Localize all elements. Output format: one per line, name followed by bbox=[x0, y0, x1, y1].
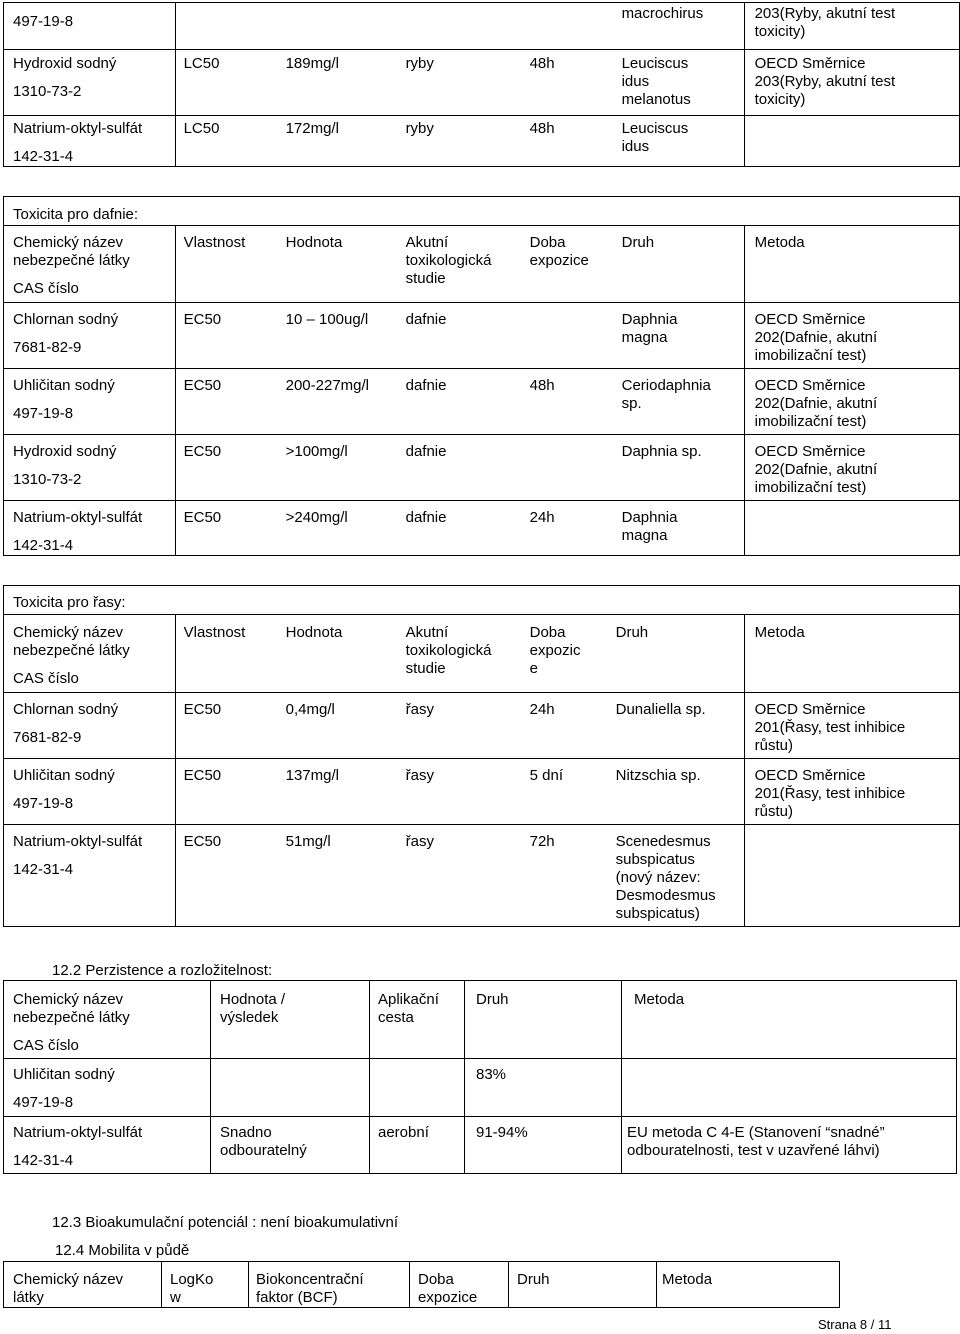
value-cell: 0,4mg/l bbox=[285, 701, 335, 718]
method-cell bbox=[622, 1059, 956, 1066]
column-header-species: Druh bbox=[615, 624, 649, 641]
property-cell: EC50 bbox=[183, 509, 222, 526]
column-header-method: Metoda bbox=[662, 1271, 713, 1288]
column-header-method: Metoda bbox=[754, 624, 805, 641]
table-row bbox=[4, 116, 960, 167]
property-cell: LC50 bbox=[183, 55, 220, 72]
property-cell: EC50 bbox=[183, 377, 222, 394]
route-cell bbox=[370, 1059, 464, 1066]
column-header-species: Druh bbox=[517, 1271, 550, 1288]
table-row bbox=[4, 825, 960, 927]
cas-number: 497-19-8 bbox=[13, 795, 74, 812]
column-header-bcf: Biokoncentrační faktor (BCF) bbox=[256, 1271, 364, 1306]
substance-name: Uhličitan sodný bbox=[13, 767, 115, 784]
duration-cell: 24h bbox=[529, 509, 555, 526]
table-row bbox=[4, 759, 960, 825]
species-cell: Scenedesmus subspicatus (nový název: Desmodesmus subspicatus) bbox=[615, 833, 716, 922]
section-title: Toxicita pro dafnie: bbox=[13, 206, 139, 223]
species-cell: Leuciscus idus melanotus bbox=[621, 55, 691, 108]
property-cell: EC50 bbox=[183, 833, 222, 850]
column-header-logkow: LogKo w bbox=[170, 1271, 214, 1306]
species-cell: Dunaliella sp. bbox=[615, 701, 706, 718]
column-header-route: Aplikační cesta bbox=[378, 991, 439, 1026]
property-cell: EC50 bbox=[183, 443, 222, 460]
species-cell: Ceriodaphnia sp. bbox=[621, 377, 711, 412]
species-cell: Daphnia magna bbox=[621, 509, 678, 544]
substance-name: Natrium-oktyl-sulfát bbox=[13, 509, 143, 526]
column-header-study: Akutní toxikologická studie bbox=[405, 624, 492, 677]
table-row bbox=[4, 369, 960, 435]
species-cell: Daphnia magna bbox=[621, 311, 678, 346]
value-cell: 10 – 100ug/l bbox=[285, 311, 369, 328]
mobility-table bbox=[3, 1261, 840, 1308]
cas-number: 7681-82-9 bbox=[13, 339, 82, 356]
column-header-cas: CAS číslo bbox=[13, 670, 79, 687]
substance-name: Uhličitan sodný bbox=[13, 1066, 115, 1083]
table-header-row bbox=[4, 226, 960, 303]
mobility-heading: 12.4 Mobilita v půdě bbox=[55, 1242, 190, 1259]
value-cell: 172mg/l bbox=[285, 120, 339, 137]
persistence-heading: 12.2 Perzistence a rozložitelnost: bbox=[52, 962, 273, 979]
cas-number: 142-31-4 bbox=[13, 537, 74, 554]
page-number: Strana 8 / 11 bbox=[818, 1317, 892, 1332]
method-cell: 203(Ryby, akutní test toxicity) bbox=[754, 5, 896, 40]
cas-number: 7681-82-9 bbox=[13, 729, 82, 746]
species-cell: Nitzschia sp. bbox=[615, 767, 701, 784]
section-title-row bbox=[4, 197, 960, 226]
method-cell: EU metoda C 4-E (Stanovení “snadné” odbouratelnosti, test v uzavřené láhvi) bbox=[627, 1124, 885, 1159]
duration-cell: 48h bbox=[529, 377, 555, 394]
property-cell: LC50 bbox=[183, 120, 220, 137]
method-cell bbox=[745, 825, 959, 833]
persistence-table bbox=[3, 980, 957, 1174]
column-header-method: Metoda bbox=[634, 991, 685, 1008]
bioaccumulation-text: 12.3 Bioakumulační potenciál : není bioakumulativní bbox=[52, 1214, 399, 1231]
table-row bbox=[4, 693, 960, 759]
study-cell: ryby bbox=[405, 120, 434, 137]
value-cell: 200-227mg/l bbox=[285, 377, 369, 394]
method-cell bbox=[745, 116, 959, 120]
column-header-duration: Doba expozice bbox=[529, 234, 589, 269]
cas-number: 1310-73-2 bbox=[13, 471, 82, 488]
study-cell: řasy bbox=[405, 701, 434, 718]
table-header-row bbox=[4, 1262, 840, 1308]
table-header-row bbox=[4, 981, 957, 1059]
column-header-name: Chemický název nebezpečné látky bbox=[13, 234, 130, 269]
daphnia-toxicity-section bbox=[3, 196, 960, 556]
cas-number: 497-19-8 bbox=[13, 13, 74, 30]
study-cell: dafnie bbox=[405, 509, 447, 526]
cas-number: 497-19-8 bbox=[13, 1094, 74, 1111]
method-cell: OECD Směrnice 201(Řasy, test inhibice růstu) bbox=[754, 701, 906, 754]
method-cell bbox=[745, 501, 959, 509]
route-cell: aerobní bbox=[378, 1124, 429, 1141]
table-row bbox=[4, 3, 960, 50]
property-cell: EC50 bbox=[183, 701, 222, 718]
substance-name: Natrium-oktyl-sulfát bbox=[13, 833, 143, 850]
substance-name: Natrium-oktyl-sulfát bbox=[13, 120, 143, 137]
study-cell: dafnie bbox=[405, 311, 447, 328]
cas-number: 142-31-4 bbox=[13, 861, 74, 878]
duration-cell: 48h bbox=[529, 55, 555, 72]
degradation-cell: 91-94% bbox=[476, 1124, 528, 1141]
species-cell: macrochirus bbox=[621, 5, 704, 22]
duration-cell: 5 dní bbox=[529, 767, 563, 784]
species-cell: Leuciscus idus bbox=[621, 120, 689, 155]
study-cell: ryby bbox=[405, 55, 434, 72]
column-header-name: Chemický název látky bbox=[13, 1271, 124, 1306]
study-cell: řasy bbox=[405, 767, 434, 784]
duration-cell: 48h bbox=[529, 120, 555, 137]
result-cell bbox=[211, 1059, 369, 1066]
value-cell: 51mg/l bbox=[285, 833, 331, 850]
table-row bbox=[4, 1059, 957, 1117]
column-header-name: Chemický název nebezpečné látky bbox=[13, 991, 130, 1026]
table-row bbox=[4, 501, 960, 556]
cas-number: 497-19-8 bbox=[13, 405, 74, 422]
method-cell: OECD Směrnice 201(Řasy, test inhibice růstu) bbox=[754, 767, 906, 820]
method-cell: OECD Směrnice 202(Dafnie, akutní imobilizační test) bbox=[754, 377, 878, 430]
column-header-result: Hodnota / výsledek bbox=[220, 991, 286, 1026]
cas-number: 142-31-4 bbox=[13, 1152, 74, 1169]
method-cell: OECD Směrnice 202(Dafnie, akutní imobilizační test) bbox=[754, 443, 878, 496]
table-row bbox=[4, 435, 960, 501]
study-cell: dafnie bbox=[405, 443, 447, 460]
section-title-row bbox=[4, 586, 960, 615]
value-cell: >240mg/l bbox=[285, 509, 348, 526]
column-header-study: Akutní toxikologická studie bbox=[405, 234, 492, 287]
substance-name: Hydroxid sodný bbox=[13, 55, 117, 72]
duration-cell bbox=[530, 311, 622, 347]
species-cell: Daphnia sp. bbox=[621, 443, 702, 460]
table-row bbox=[4, 50, 960, 116]
duration-cell: 72h bbox=[529, 833, 555, 850]
substance-name: Natrium-oktyl-sulfát bbox=[13, 1124, 143, 1141]
column-header-method: Metoda bbox=[754, 234, 805, 251]
algae-toxicity-section bbox=[3, 585, 960, 927]
column-header-cas: CAS číslo bbox=[13, 1037, 79, 1054]
column-header-name: Chemický název nebezpečné látky bbox=[13, 624, 130, 659]
result-cell: Snadno odbouratelný bbox=[220, 1124, 307, 1159]
cas-number: 142-31-4 bbox=[13, 148, 74, 165]
column-header-duration: Doba expozice bbox=[418, 1271, 478, 1306]
method-cell: OECD Směrnice 202(Dafnie, akutní imobilizační test) bbox=[754, 311, 878, 364]
fish-toxicity-table bbox=[3, 2, 960, 167]
substance-name: Chlornan sodný bbox=[13, 701, 119, 718]
column-header-value: Hodnota bbox=[285, 234, 343, 251]
duration-cell: 24h bbox=[529, 701, 555, 718]
column-header-property: Vlastnost bbox=[183, 624, 246, 641]
study-cell: řasy bbox=[405, 833, 434, 850]
table-row bbox=[4, 303, 960, 369]
column-header-cas: CAS číslo bbox=[13, 280, 79, 297]
table-row bbox=[4, 1117, 957, 1174]
column-header-species: Druh bbox=[476, 991, 509, 1008]
value-cell: >100mg/l bbox=[285, 443, 348, 460]
study-cell: dafnie bbox=[405, 377, 447, 394]
property-cell: EC50 bbox=[183, 311, 222, 328]
column-header-species: Druh bbox=[621, 234, 655, 251]
degradation-cell: 83% bbox=[476, 1066, 507, 1083]
cas-number: 1310-73-2 bbox=[13, 83, 82, 100]
section-title: Toxicita pro řasy: bbox=[13, 594, 126, 611]
table-header-row bbox=[4, 615, 960, 693]
method-cell: OECD Směrnice 203(Ryby, akutní test toxicity) bbox=[754, 55, 896, 108]
substance-name: Chlornan sodný bbox=[13, 311, 119, 328]
value-cell: 137mg/l bbox=[285, 767, 339, 784]
column-header-property: Vlastnost bbox=[183, 234, 246, 251]
column-header-value: Hodnota bbox=[285, 624, 343, 641]
substance-name: Hydroxid sodný bbox=[13, 443, 117, 460]
value-cell: 189mg/l bbox=[285, 55, 339, 72]
property-cell: EC50 bbox=[183, 767, 222, 784]
column-header-duration: Doba expozic e bbox=[529, 624, 581, 677]
substance-name: Uhličitan sodný bbox=[13, 377, 115, 394]
